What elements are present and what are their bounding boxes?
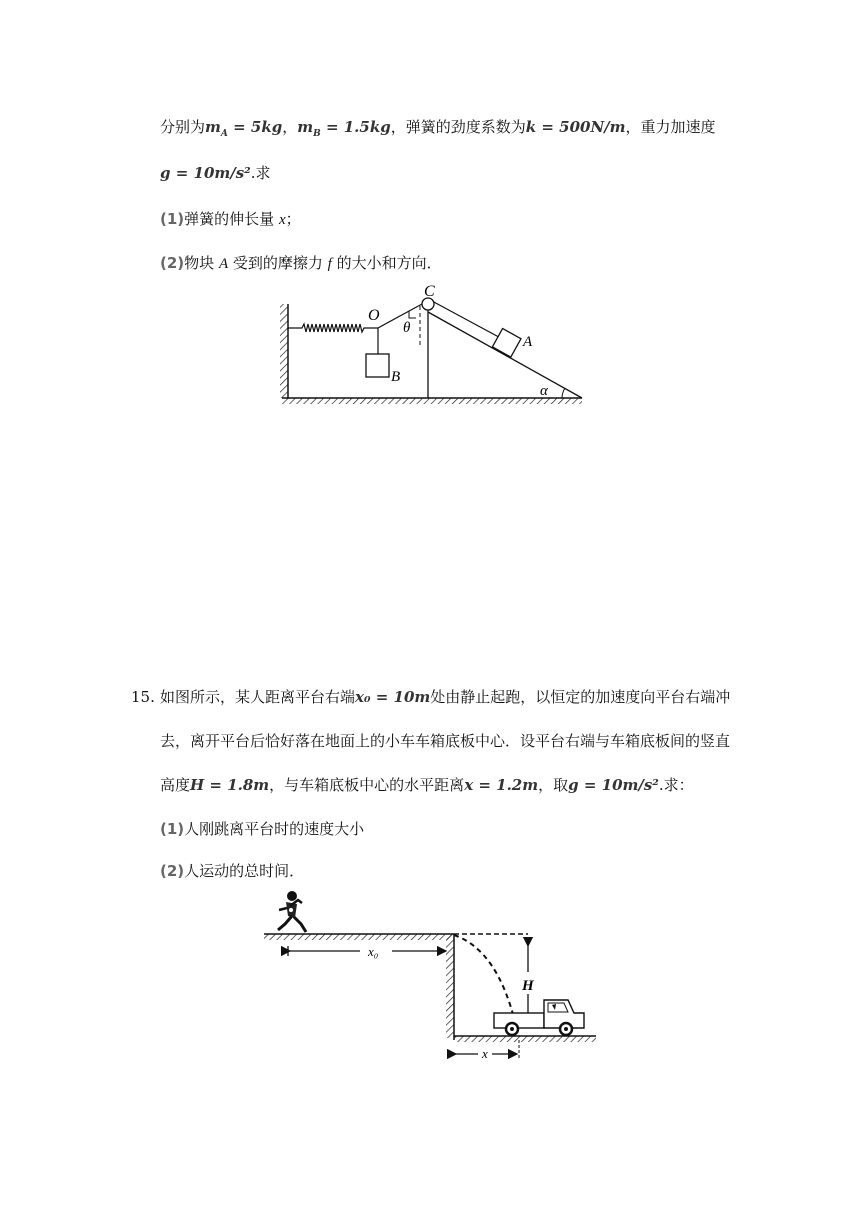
spring-constant-formula: k = 500N/m bbox=[525, 118, 626, 136]
p15-text-4: .求： bbox=[658, 776, 694, 794]
question-text: 人刚跳离平台时的速度大小 bbox=[184, 820, 365, 838]
label-x0: x₀ bbox=[368, 944, 379, 959]
gravity-formula: g = 10m/s² bbox=[160, 164, 251, 182]
problem-number-15: 15. bbox=[131, 688, 155, 706]
x0-formula: x₀ = 10m bbox=[355, 688, 431, 706]
p15-text: 如图所示，某人距离平台右端 bbox=[160, 688, 356, 706]
punct: ； bbox=[285, 210, 301, 228]
var-a: A bbox=[218, 256, 229, 272]
question-text-end: 的大小和方向． bbox=[331, 254, 442, 272]
truck-icon bbox=[494, 1000, 584, 1035]
var-x: x bbox=[278, 212, 286, 228]
p14-text-3: ，重力加速度 bbox=[625, 118, 716, 136]
cliff-hatch bbox=[446, 934, 454, 1038]
height-formula: H = 1.8m bbox=[190, 776, 270, 794]
p14-ask: .求 bbox=[250, 164, 271, 182]
p15-line2: 去，离开平台后恰好落在地面上的小车车箱底板中心．设平台右端与车箱底板间的竖直 bbox=[160, 732, 731, 750]
label-b: B bbox=[391, 369, 401, 385]
question-text: 物块 bbox=[184, 254, 219, 272]
mass-b-formula: $m_B = 1.5kg$ bbox=[297, 118, 391, 139]
p14-text-2: ，弹簧的劲度系数为 bbox=[390, 118, 526, 136]
question-number: (2) bbox=[160, 862, 185, 880]
p15-text-3: ，取 bbox=[538, 776, 569, 794]
label-alpha: α bbox=[540, 383, 548, 399]
p14-text: 分别为 bbox=[160, 118, 206, 136]
platform-hatch bbox=[264, 934, 454, 940]
var-f: f bbox=[327, 256, 332, 272]
label-c: C bbox=[424, 283, 435, 300]
question-text: 弹簧的伸长量 bbox=[184, 210, 279, 228]
runner-icon bbox=[278, 891, 306, 932]
p15-text-2: ，与车箱底板中心的水平距离 bbox=[269, 776, 465, 794]
question-number: (1) bbox=[160, 210, 185, 228]
question-text-mid: 受到的摩擦力 bbox=[228, 254, 328, 272]
separator: ， bbox=[282, 118, 298, 136]
p15-text: 高度 bbox=[160, 776, 191, 794]
question-number: (2) bbox=[160, 254, 185, 272]
label-h: H bbox=[522, 978, 534, 994]
question-text: 人运动的总时间． bbox=[184, 862, 305, 880]
distance-formula: x = 1.2m bbox=[464, 776, 539, 794]
p15-text-2: 处由静止起跑，以恒定的加速度向平台右端冲 bbox=[430, 688, 731, 706]
question-number: (1) bbox=[160, 820, 185, 838]
gravity-formula: g = 10m/s² bbox=[568, 776, 659, 794]
label-theta: θ bbox=[403, 320, 411, 336]
mass-a-formula: $m_A = 5kg$ bbox=[205, 118, 283, 139]
label-x: x bbox=[482, 1046, 488, 1061]
label-o: O bbox=[368, 307, 380, 324]
label-a: A bbox=[523, 334, 533, 350]
lower-ground-hatch bbox=[454, 1036, 596, 1042]
